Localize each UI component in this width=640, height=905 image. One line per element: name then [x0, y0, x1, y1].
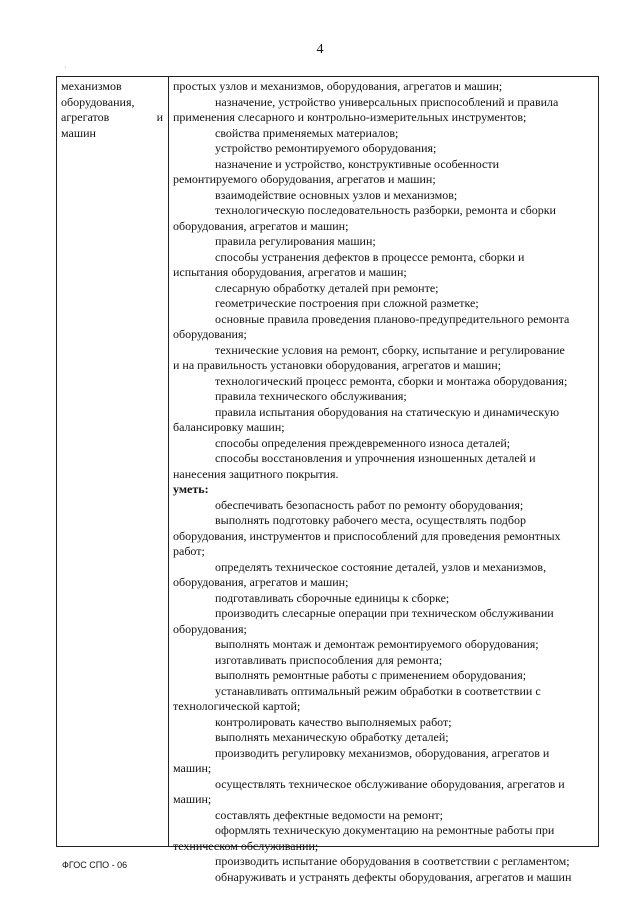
text-line: способы определения преждевременного износа деталей; [215, 435, 511, 450]
text-line: выполнять ремонтные работы с применением оборудования; [215, 668, 527, 682]
left-line: оборудования, [61, 94, 135, 109]
text-line: обнаруживать и устранять дефекты оборудования, агрегатов и машин [215, 869, 572, 884]
text-line: работ; [173, 544, 205, 558]
text-line: машин; [173, 761, 212, 775]
text-line: способы восстановления и упрочнения изношенных деталей и [215, 451, 536, 465]
text-line: технологическую последовательность разборки, ремонта и сборки [215, 203, 556, 217]
left-word: агрегатов [61, 110, 110, 124]
text-line: и на правильность установки оборудования, агрегатов и машин; [173, 358, 502, 372]
text-line: оборудования, инструментов и приспособлений для проведения ремонтных [173, 528, 561, 543]
text-line: обеспечивать безопасность работ по ремонту оборудования; [215, 497, 524, 512]
text-line: технологический процесс ремонта, сборки и монтажа оборудования; [215, 373, 568, 388]
text-line: техническом обслуживании; [173, 838, 319, 853]
text-line: выполнять механическую обработку деталей; [215, 730, 449, 744]
section-heading: уметь: [173, 482, 209, 496]
text-line: выполнять монтаж и демонтаж ремонтируемого оборудования; [215, 637, 539, 651]
text-line: производить регулировку механизмов, оборудования, агрегатов и [215, 745, 550, 760]
text-line: применения слесарного и контрольно-измерительных инструментов; [173, 110, 527, 124]
text-line: устанавливать оптимальный режим обработки в соответствии с [215, 683, 541, 698]
text-line: балансировку машин; [173, 420, 285, 434]
text-line: оборудования, агрегатов и машин; [173, 218, 349, 233]
right-column [173, 79, 598, 885]
page-number: 4 [316, 42, 324, 57]
text-line: составлять дефектные ведомости на ремонт; [215, 807, 443, 822]
text-line: правила испытания оборудования на статическую и динамическую [215, 404, 560, 419]
left-column [61, 79, 163, 141]
text-line: изготавливать приспособления для ремонта; [215, 652, 443, 667]
text-line: устройство ремонтируемого оборудования; [215, 141, 437, 155]
text-line: основные правила проведения планово-предупредительного ремонта [215, 311, 570, 326]
text-line: технические условия на ремонт, сборку, испытание и регулирование [215, 342, 565, 357]
text-line: ремонтируемого оборудования, агрегатов и машин; [173, 172, 436, 186]
text-line: подготавливать сборочные единицы к сборке; [215, 590, 450, 605]
text-line: способы устранения дефектов в процессе ремонта, сборки и [215, 249, 525, 264]
text-line: свойства применяемых материалов; [215, 125, 399, 140]
text-line: оформлять техническую документацию на ремонтные работы при [215, 823, 555, 837]
text-line: производить слесарные операции при техническом обслуживании [215, 606, 554, 620]
left-line-justified [61, 110, 163, 126]
text-line: производить испытание оборудования в соответствии с регламентом; [215, 854, 570, 868]
text-line: взаимодействие основных узлов и механизмов; [215, 187, 458, 202]
text-line: оборудования; [173, 621, 247, 636]
left-line: машин [61, 125, 96, 140]
left-line: механизмов [61, 79, 122, 93]
text-line: оборудования; [173, 327, 247, 341]
text-line: выполнять подготовку рабочего места, осуществлять подбор [215, 513, 526, 527]
text-line: назначение и устройство, конструктивные особенности [215, 156, 500, 171]
text-line: оборудования, агрегатов и машин; [173, 575, 349, 589]
text-line: нанесения защитного покрытия. [173, 466, 339, 481]
text-line: машин; [173, 792, 212, 806]
text-line: назначение, устройство универсальных приспособлений и правила [215, 94, 559, 109]
footer-code: ФГОС СПО - 06 [62, 860, 128, 870]
text-line: правила технического обслуживания; [215, 389, 407, 403]
text-line: испытания оборудования, агрегатов и машин; [173, 265, 407, 279]
text-line: простых узлов и механизмов, оборудования, агрегатов и машин; [173, 79, 503, 93]
text-line: осуществлять техническое обслуживание оборудования, агрегатов и [215, 776, 565, 791]
text-line: контролировать качество выполняемых работ; [215, 714, 452, 729]
column-divider [168, 77, 169, 846]
text-line: геометрические построения при сложной разметке; [215, 296, 479, 310]
text-line: технологической картой; [173, 699, 301, 713]
text-line: слесарную обработку деталей при ремонте; [215, 280, 439, 295]
text-line: определять техническое состояние деталей, узлов и механизмов, [215, 559, 547, 574]
scan-speck: · [64, 63, 67, 72]
left-word: и [156, 110, 163, 124]
text-line: правила регулирования машин; [215, 234, 376, 248]
